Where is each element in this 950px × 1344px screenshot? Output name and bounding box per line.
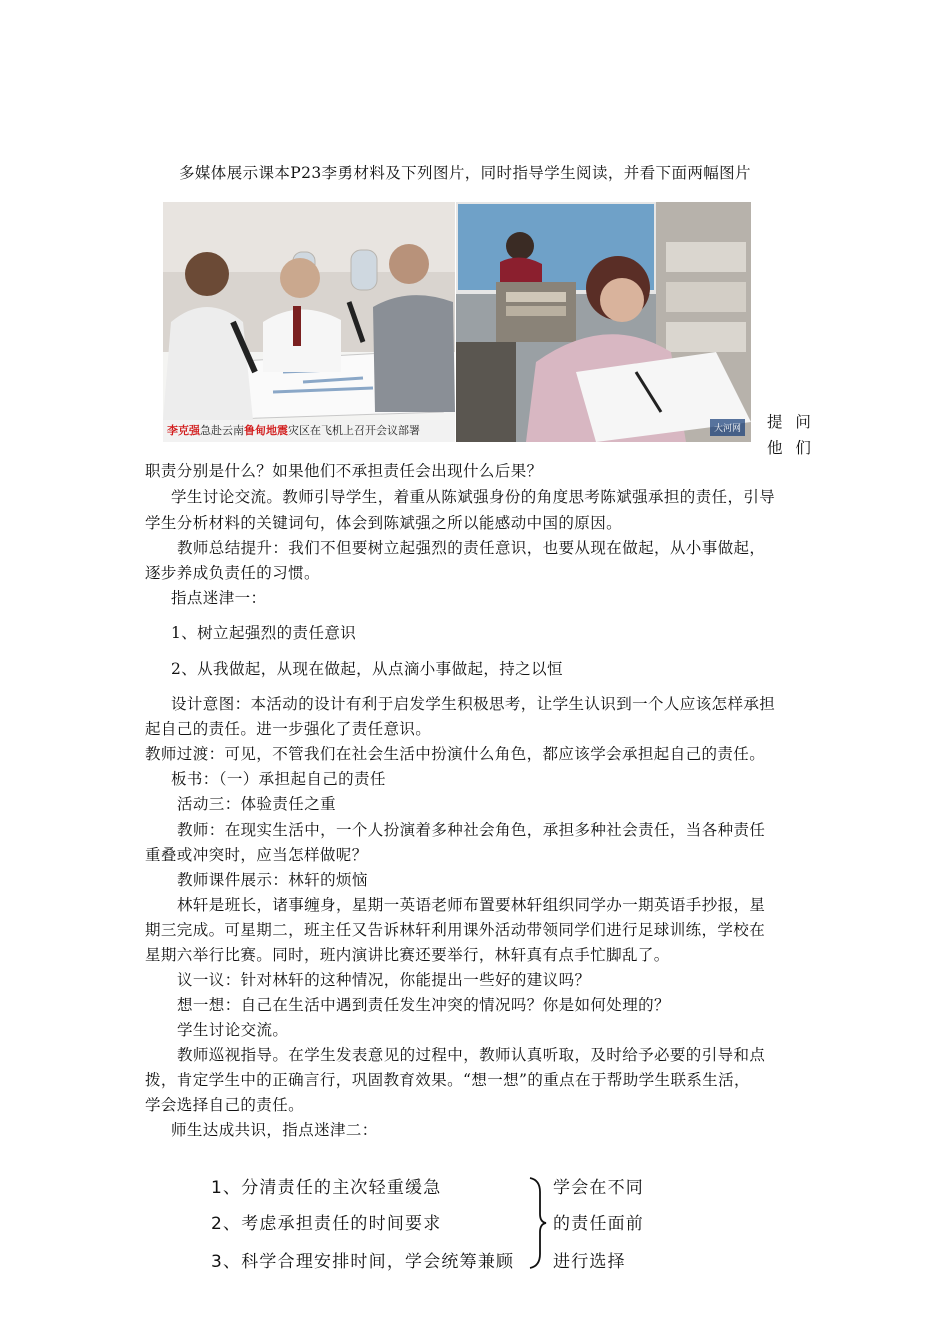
design-intent-2: 起自己的责任。进一步强化了责任意识。 xyxy=(145,720,432,738)
tip1-item-2: 2、从我做起，从现在做起，从点滴小事做起，持之以恒 xyxy=(171,660,563,678)
caption-text: 急赴云南 xyxy=(200,424,244,437)
activity-3-title: 活动三：体验责任之重 xyxy=(177,795,337,813)
paragraph-discussion-2: 学生分析材料的关键词句，体会到陈斌强之所以能感动中国的原因。 xyxy=(145,514,623,532)
paragraph-summary-2: 逐步养成负责任的习惯。 xyxy=(145,564,320,582)
meeting-photo xyxy=(163,202,455,442)
tip2-item-1: 1、分清责任的主次轻重缓急 xyxy=(211,1178,442,1198)
caption-red-text: 李克强 xyxy=(167,424,200,437)
design-intent-1: 设计意图：本活动的设计有利于启发学生积极思考，让学生认识到一个人应该怎样承担 xyxy=(171,695,776,713)
paragraph-discussion-1: 学生讨论交流。教师引导学生，着重从陈斌强身份的角度思考陈斌强承担的责任，引导 xyxy=(171,488,776,506)
photo-caption xyxy=(163,420,455,442)
caption-red-text-2: 鲁甸地震 xyxy=(244,424,288,437)
consensus-line: 师生达成共识，指点迷津二： xyxy=(171,1121,378,1139)
question-continued: 职责分别是什么？如果他们不承担责任会出现什么后果？ xyxy=(145,462,543,480)
story-line-1: 林轩是班长，诸事缠身，星期一英语老师布置要林轩组织同学办一期英语手抄报，星 xyxy=(177,896,766,914)
teacher-photo xyxy=(456,202,751,442)
meeting-scene-image xyxy=(163,202,455,442)
tip2-item-2: 2、考虑承担责任的时间要求 xyxy=(211,1214,442,1234)
question-side-2: 他 们 xyxy=(767,439,815,457)
think-prompt: 想一想：自己在生活中遇到责任发生冲突的情况吗？你是如何处理的？ xyxy=(177,996,670,1014)
intro-line: 多媒体展示课本P23李勇材料及下列图片，同时指导学生阅读，并看下面两幅图片 xyxy=(179,164,751,182)
patrol-line-1: 教师巡视指导。在学生发表意见的过程中，教师认真听取，及时给予必要的引导和点 xyxy=(177,1046,766,1064)
story-line-3: 星期六举行比赛。同时，班内演讲比赛还要举行，林轩真有点手忙脚乱了。 xyxy=(145,946,670,964)
tip2-item-3: 3、科学合理安排时间，学会统筹兼顾 xyxy=(211,1252,515,1272)
patrol-line-2: 拨，肯定学生中的正确言行，巩固教育效果。“想一想”的重点在于帮助学生联系生活， xyxy=(145,1071,750,1089)
tip2-result-2: 的责任面前 xyxy=(553,1214,644,1234)
right-brace-icon xyxy=(528,1176,548,1270)
teacher-transition: 教师过渡：可见，不管我们在社会生活中扮演什么角色，都应该学会承担起自己的责任。 xyxy=(145,745,766,763)
tip1-title: 指点迷津一： xyxy=(171,589,267,607)
story-line-2: 期三完成。可星期二，班主任又告诉林轩利用课外活动带领同学们进行足球训练，学校在 xyxy=(145,921,766,939)
caption-text-2: 灾区在飞机上召开会议部署 xyxy=(288,424,420,437)
tip2-result-1: 学会在不同 xyxy=(553,1178,644,1198)
courseware-title: 教师课件展示：林轩的烦恼 xyxy=(177,871,368,889)
patrol-line-3: 学会选择自己的责任。 xyxy=(145,1096,305,1114)
student-discussion: 学生讨论交流。 xyxy=(177,1021,289,1039)
question-side-1: 提 问 xyxy=(767,413,815,431)
tip2-result-3: 进行选择 xyxy=(553,1252,626,1272)
teacher-grading-image xyxy=(456,202,751,442)
teacher-question-1: 教师：在现实生活中，一个人扮演着多种社会角色，承担多种社会责任，当各种责任 xyxy=(177,821,766,839)
teacher-question-2: 重叠或冲突时，应当怎样做呢？ xyxy=(145,846,368,864)
photo-watermark: 大河网 xyxy=(710,419,745,436)
board-writing: 板书：（一）承担起自己的责任 xyxy=(171,770,386,788)
discuss-prompt: 议一议：针对林轩的这种情况，你能提出一些好的建议吗？ xyxy=(177,971,591,989)
paragraph-summary-1: 教师总结提升：我们不但要树立起强烈的责任意识，也要从现在做起，从小事做起， xyxy=(177,539,766,557)
tip1-item-1: 1、树立起强烈的责任意识 xyxy=(171,624,357,642)
